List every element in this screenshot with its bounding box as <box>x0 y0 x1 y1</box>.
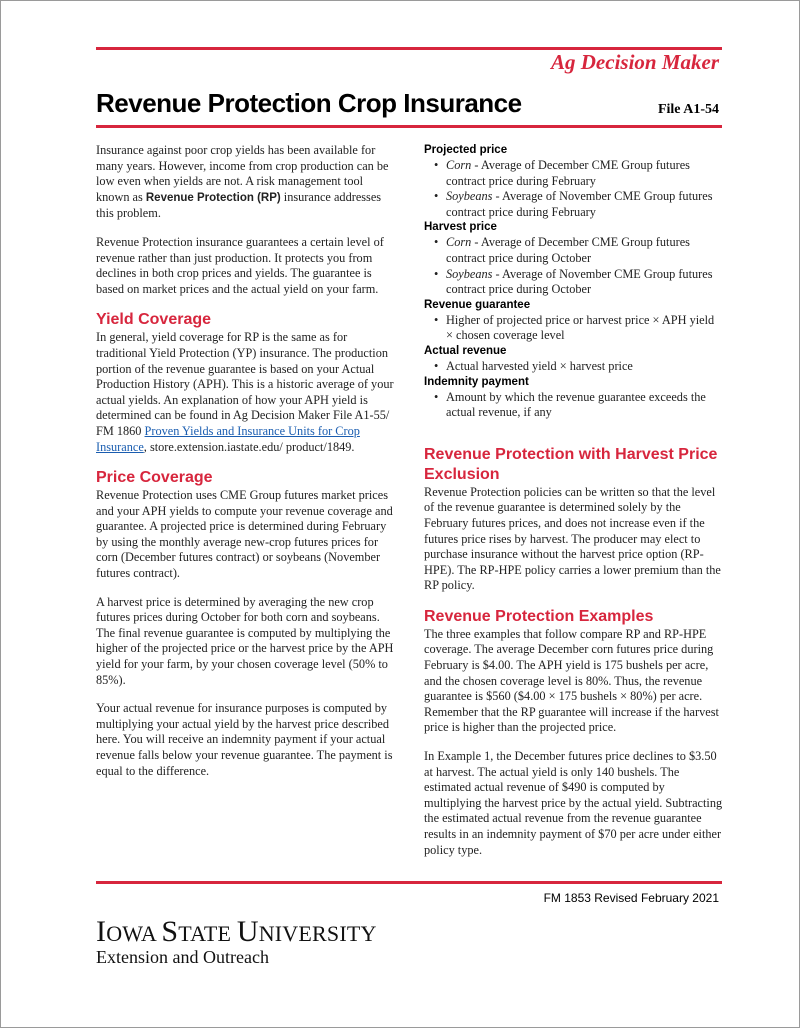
projected-price-list <box>424 158 724 220</box>
list-item <box>446 235 724 266</box>
intro-paragraph-1 <box>96 143 396 222</box>
examples-paragraph-2: In Example 1, the December futures price declines to $3.50 at harvest. The actual yield is only 140 bushels. The estimated actual revenue of $490 is computed by multiplying the harvest price by the actual yield. Subtracting the estimated actual revenue from the revenue guarantee results in an indemnity payment of $70 per acre under either policy type. <box>424 749 723 857</box>
yield-text-b: , store.extension.iastate.edu/ product/1849. <box>143 439 355 454</box>
price-paragraph-2: A harvest price is determined by averaging the new crop futures prices during October for both corn and soybeans. The final revenue guarantee is computed by multiplying the higher of the projected price or the harvest price by the APH yield for your farm, by your chosen coverage level (50% to 85%). <box>96 594 394 687</box>
isu-wordmark <box>96 915 377 949</box>
revenue-guarantee-list <box>424 313 724 344</box>
projected-price-heading: Projected price <box>424 144 508 156</box>
harvest-price-list <box>424 235 724 297</box>
list-item: • Higher of projected price or harvest price × APH yield × chosen coverage level <box>446 313 724 344</box>
list-item-text: - Average of December CME Group futures contract price during October <box>446 235 690 265</box>
examples-paragraph-1: The three examples that follow compare RP and RP-HPE coverage. The average December corn futures price during February is $4.00. The APH yield is 175 bushels per acre, and the chosen coverage level is 80%. Thus, the revenue guarantee is $560 ($4.00 × 175 bushels × 80%) per acre. Remember that the RP guarantee will increase if the harvest price is higher than the projected price. <box>424 626 719 735</box>
indemnity-payment-list <box>424 390 724 421</box>
page-title: Revenue Protection Crop Insurance <box>96 88 522 118</box>
examples-heading: Revenue Protection Examples <box>424 607 654 625</box>
list-item-text: - Average of November CME Group futures contract price during October <box>446 266 713 297</box>
harvest-price-heading: Harvest price <box>424 221 497 234</box>
intro-paragraph-2: Revenue Protection insurance guarantees a certain level of revenue rather than just production. It protects you from declines in both crop prices and yields. The guarantee is based on market prices and the actual yield on your farm. <box>96 234 384 296</box>
wordmark-letter: U <box>236 915 259 948</box>
indemnity-payment-heading: Indemnity payment <box>424 375 529 388</box>
footer-rule <box>96 881 722 884</box>
list-item <box>446 267 724 298</box>
list-item-text: - Average of December CME Group futures contract price during February <box>446 158 690 188</box>
price-coverage-heading: Price Coverage <box>96 469 213 487</box>
brand-name: Ag Decision Maker <box>551 50 719 74</box>
file-number: File A1-54 <box>657 102 719 117</box>
wordmark-smallcaps: NIVERSITY <box>258 921 377 946</box>
intro-text-a: Insurance against poor crop yields has been available for many years. However, income from crop production can be low even when yields are not. A risk management tool known as <box>96 143 389 204</box>
revenue-guarantee-heading: Revenue guarantee <box>424 298 531 311</box>
list-item-text: - Average of November CME Group futures contract price during February <box>446 189 713 219</box>
yield-coverage-paragraph <box>96 330 396 455</box>
list-item <box>446 189 724 220</box>
title-rule <box>96 125 722 128</box>
list-item <box>446 158 724 189</box>
extension-outreach-label: Extension and Outreach <box>96 947 269 967</box>
intro-bold-term: Revenue Protection (RP) <box>145 191 281 204</box>
right-column <box>424 143 724 871</box>
crop-label: Corn <box>446 158 472 172</box>
wordmark-smallcaps: OWA <box>106 921 162 946</box>
intro-text-b: insurance addresses this problem. <box>96 189 382 221</box>
hpe-heading: Revenue Protection with Harvest Price Exclusion <box>424 445 718 483</box>
yield-text-a: In general, yield coverage for RP is the same as for traditional Yield Protection (YP) insurance. The production portion of the revenue guarantee is based on your Actual Production History (APH). This is a historic average of your actual yields. An explanation of how your APH yield is determined can be found in Ag Decision Maker File A1-55/ FM 1860 <box>96 330 394 438</box>
list-item: • Amount by which the revenue guarantee exceeds the actual revenue, if any <box>446 390 724 421</box>
list-item: • Actual harvested yield × harvest price <box>446 359 724 375</box>
hpe-paragraph: Revenue Protection policies can be written so that the level of the revenue guarantee is determined solely by the February futures prices, and does not increase even if the futures price rises by harvest. The producer may elect to purchase insurance without the harvest price option (RP-HPE). The RP-HPE policy carries a lower premium than the RP policy. <box>424 484 721 593</box>
left-column <box>96 143 396 792</box>
crop-label: Corn <box>446 235 472 250</box>
price-paragraph-3: Your actual revenue for insurance purposes is computed by multiplying your actual yield by the harvest price described here. You will receive an indemnity payment if your actual revenue falls below your revenue guarantee. The payment is equal to the difference. <box>96 701 393 778</box>
crop-label: Soybeans <box>446 189 493 204</box>
crop-label: Soybeans <box>446 266 493 281</box>
yield-coverage-heading: Yield Coverage <box>96 311 212 329</box>
wordmark-letter: I <box>96 915 107 948</box>
publication-number: FM 1853 Revised February 2021 <box>543 891 719 905</box>
actual-revenue-heading: Actual revenue <box>424 344 507 357</box>
wordmark-smallcaps: TATE <box>178 921 237 946</box>
wordmark-letter: S <box>161 915 179 948</box>
price-paragraph-1: Revenue Protection uses CME Group futures market prices and your APH yields to compute your revenue coverage and guarantee. A projected price is determined during February by using the monthly average new-crop futures prices for corn (December futures contract) or soybeans (November futures contract). <box>96 488 393 581</box>
proven-yields-link[interactable]: Proven Yields and Insurance Units for Crop Insurance <box>96 423 360 454</box>
actual-revenue-list <box>424 359 724 375</box>
